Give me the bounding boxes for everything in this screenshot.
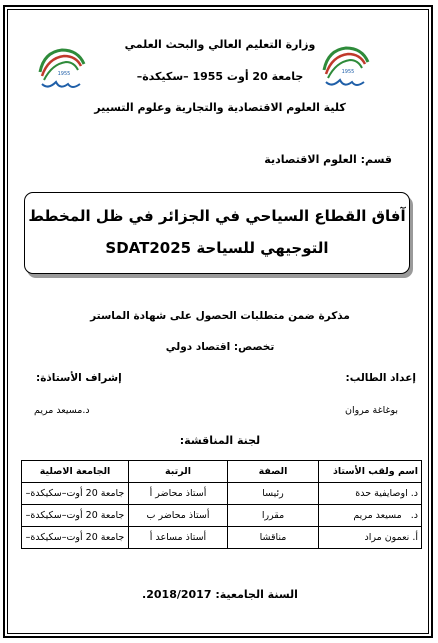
committee-title: لجنة المناقشة: [179, 434, 261, 447]
faculty-name: كلية العلوم الاقتصادية والتجارية وعلوم التسيير [94, 101, 346, 114]
student-label: إعداد الطالب: [345, 372, 416, 384]
member-university: جامعة 20 أوت–سكيكدة– [22, 527, 129, 549]
memo-text: مذكرة ضمن متطلبات الحصول على شهادة الماستر [90, 310, 350, 322]
member-name: د. مسيعد مريم [319, 505, 422, 527]
specialty-text: تخصص: اقتصاد دولي [165, 341, 275, 353]
member-role: مقررا [228, 505, 319, 527]
supervisor-name: د.مسيعد مريم [34, 405, 90, 416]
supervisor-label: إشراف الأستاذة: [36, 372, 122, 384]
svg-text:1955: 1955 [57, 71, 71, 77]
member-role: رئيسا [228, 483, 319, 505]
col-header-name: اسم ولقب الأستاذ [319, 461, 422, 483]
student-name: بوغاغة مروان [344, 405, 398, 416]
committee-table [21, 460, 422, 549]
svg-text:1955: 1955 [341, 69, 355, 75]
ministry-name: وزارة التعليم العالي والبحث العلمي [124, 38, 316, 51]
university-logo-left [34, 42, 90, 94]
academic-year: السنة الجامعية: 2018/2017. [142, 588, 298, 601]
table-row [22, 505, 422, 527]
member-role: مناقشا [228, 527, 319, 549]
department-label: قسم: العلوم الاقتصادية [264, 153, 392, 166]
thesis-title-box [24, 192, 410, 274]
table-header-row [22, 461, 422, 483]
table-row [22, 483, 422, 505]
member-university: جامعة 20 أوت–سكيكدة– [22, 505, 129, 527]
member-rank: أستاذ مساعد أ [129, 527, 228, 549]
thesis-title-line1: آفاق القطاع السياحي في الجزائر في ظل المخطط [28, 207, 406, 225]
thesis-title-line2: التوجيهي للسياحة SDAT2025 [105, 239, 329, 257]
member-rank: أستاذ محاضر ب [129, 505, 228, 527]
member-rank: أستاذ محاضر أ [129, 483, 228, 505]
member-name: د. اوصايفية حدة [319, 483, 422, 505]
col-header-university: الجامعة الاصلية [22, 461, 129, 483]
member-university: جامعة 20 أوت–سكيكدة– [22, 483, 129, 505]
university-name: جامعة 20 أوت 1955 –سكيكدة– [136, 70, 304, 83]
member-name: أ. نعمون مراد [319, 527, 422, 549]
table-row [22, 527, 422, 549]
col-header-rank: الرتبة [129, 461, 228, 483]
col-header-role: الصفة [228, 461, 319, 483]
